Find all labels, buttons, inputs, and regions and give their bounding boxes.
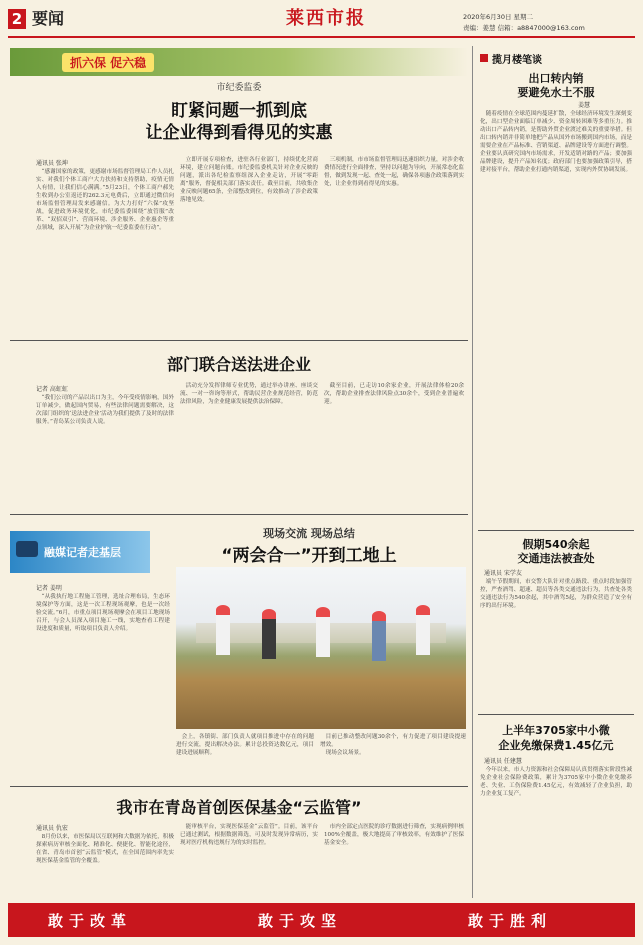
article-col-2: 立即开展专项检查，进驻各行业部门，持续优化营商环境，建立问题台账。市纪委监委机关针对企业反映的问题，派出各纪检监察组深入企业走访，开展“零距离”服务，督促相关部门落实责任。截至目前，共收集企业反映问题65条，全部整改到位，有效推动了涉企政策落地见效。 bbox=[180, 157, 318, 203]
article-kicker: 市纪委监委 bbox=[216, 83, 262, 93]
page-number-badge: 2 bbox=[8, 9, 26, 29]
article-col-1: “感谢国家的政策，更感谢市场监督管理局工作人员扎实、对我们个体工商户大力扶持和支持帮助，疫情无情人有情，让我们信心满满。”5月23日，个体工商户郝先生收到办公室返还的262.3元电费后，立即通过微信向市场监督管理局发来感谢信。为大力打好“六保”攻坚战，促进政务环境优化，市纪委监委围绕“放管服”改革、“双招双引”、营商环境、涉企服务、企业惠企等重点领域，深入开展“为企业护航一纪委监委在行动”。 bbox=[36, 169, 174, 231]
divider bbox=[10, 786, 468, 787]
masthead-rule bbox=[8, 36, 635, 38]
news-insurance-title-line2: 企业免缴保费1.45亿元 bbox=[498, 739, 614, 752]
square-icon bbox=[480, 54, 488, 62]
sidebar-column-header bbox=[478, 50, 634, 66]
project-byline: 记者 姜明 bbox=[36, 585, 62, 592]
news-traffic-title-line2: 交通违法被查处 bbox=[517, 552, 595, 565]
essay-title-line2: 要避免水土不服 bbox=[517, 86, 595, 99]
insurance-headline: 我市在青岛首创医保基金“云监管” bbox=[116, 798, 362, 817]
article-byline: 通讯员 张坤 bbox=[36, 160, 68, 167]
dept-col-2: 活动充分发挥律师专业优势，通过举办讲座、座谈交流、一对一咨询等形式，帮助民营企业规范经营，防范法律风险，为企业健康发展提供法治保障。 bbox=[180, 383, 318, 405]
banner-six-stabilities bbox=[10, 48, 468, 76]
article-col-3: 三项机制，市市场监督管理局迅速组织力量，对涉企收费情况进行全面排查，坚持以问题为导向，开展常态化监督，做到发现一起、查处一起，确保各项惠企政策落到实处，让企业得到看得见的实惠。 bbox=[324, 157, 464, 187]
divider bbox=[10, 340, 468, 341]
camera-icon bbox=[16, 541, 38, 557]
dept-headline: 部门联合送法进企业 bbox=[166, 355, 311, 374]
article-dept bbox=[10, 344, 468, 512]
article-project bbox=[10, 517, 468, 785]
banner-label: 抓六保 促六稳 bbox=[62, 53, 154, 72]
editor-line: 责编：姜慧 信箱：a8847000@163.com bbox=[463, 24, 585, 32]
essay-title-line1: 出口转内销 bbox=[528, 72, 584, 85]
dept-col-3: 截至目前，已走访10余家企业，开展法律体检20余次，帮助企业排查法律风险点30余个，受到企业普遍欢迎。 bbox=[324, 383, 464, 405]
divider bbox=[10, 514, 468, 515]
banner-media-reporters bbox=[10, 531, 150, 573]
footer-slogan-1: 敢于改革 bbox=[48, 912, 133, 930]
insurance-col-3: 市内全部定点医院的诊疗数据进行筛查，实现病例审核100%全覆盖，极大地提高了审核效率，有效维护了医保基金安全。 bbox=[324, 824, 464, 846]
masthead bbox=[8, 6, 635, 42]
sidebar-divider bbox=[472, 46, 473, 898]
footer-slogan-bar bbox=[8, 903, 635, 937]
paper-name: 莱西市报 bbox=[286, 8, 366, 29]
news-traffic-body: 端午节假期间，市交警大队针对重点路段、重点时段加强管控，严查酒驾、超速、超员等各类交通违法行为，共查处各类交通违法行为540余起，其中酒驾5起，为群众营造了安全有序的出行环境。 bbox=[480, 579, 632, 609]
dept-byline: 记者 高虹虹 bbox=[36, 386, 68, 393]
essay-body: 随着疫情在全球范围内蔓延扩散，全球经济环境发生深刻变化，出口型企业面临订单减少、资金周转困难等多重压力。推动出口产品转内销，是帮助外贸企业渡过难关的重要举措。但出口转内销并非简单地把产品从国外市场搬到国内市场，而是需要企业在产品标准、营销渠道、品牌建设等方面进行调整。企业要认真研究国内市场需求，开发适销对路的产品；要加强品牌建设，提升产品知名度；政府部门也要加强政策引导，搭建对接平台，帮助企业打通内销渠道，实现内外贸协调发展。 bbox=[480, 111, 632, 173]
section-title: 要闻 bbox=[32, 9, 65, 28]
sidebar bbox=[478, 46, 634, 898]
insurance-byline: 通讯员 仇宏 bbox=[36, 825, 68, 832]
footer-slogan-2: 敢于攻坚 bbox=[258, 912, 343, 930]
project-headline: “两会合一”开到工地上 bbox=[221, 546, 397, 566]
photo-caption: 现场会议场景。 bbox=[325, 750, 365, 756]
dept-col-1: “我们公司的产品以出口为主，今年受疫情影响，国外订单减少，做起国内贸易，有些法律问题需要解决，这次部门组织的‘送法进企业’活动为我们提供了及时的法律服务。”青岛某公司负责人说。 bbox=[36, 395, 174, 425]
project-col-1: “从我执行地工程施工管理，选址合理布局，生态环境保护等方面，这是一次工程现场观摩，也是一次经验交流。”6月，市重点项目现场观摩会在项目工地现场召开，与会人员深入项目施工一线，实地查看工程建设进度和质量，听取项目负责人介绍。 bbox=[36, 594, 170, 632]
article-headline-line2: 让企业得到看得见的实惠 bbox=[145, 123, 333, 143]
insurance-col-2: 能审核平台，实现医保基金“云监管”。目前，该平台已通过测试，根据数据筛选，可及时发现异常病历，实现对医疗机构违规行为的实时监控。 bbox=[180, 824, 318, 846]
project-col-2: 会上，各镇街、部门负责人就项目推进中存在的问题进行交流，提出解决办法。累计总投资达数亿元，项目建设进展顺利。 bbox=[176, 734, 314, 756]
news-insurance-byline: 通讯员 任建慧 bbox=[484, 758, 522, 765]
footer-slogan-3: 敢于胜利 bbox=[468, 912, 553, 930]
insurance-col-1: 8月份以来，市医保局以互联网和大数据为依托，积极探索病历审核全面化、精准化、便捷化、智能化途径，在省、青岛市首创“云监管”模式，在全国范围内率先实现医保基金监管的全覆盖。 bbox=[36, 834, 174, 864]
banner-media-label: 融媒记者走基层 bbox=[44, 546, 121, 559]
divider bbox=[478, 530, 634, 531]
project-site-photo bbox=[176, 567, 466, 729]
news-insurance-title-line1: 上半年3705家中小微 bbox=[502, 724, 610, 737]
article-main bbox=[10, 78, 468, 338]
news-insurance-body: 今年以来，市人力资源和社会保障局认真贯彻落实阶段性减免企业社会保险费政策，累计为3705家中小微企业免缴养老、失业、工伤保险费1.45亿元，有效减轻了企业负担，助力企业复工复产。 bbox=[480, 767, 632, 797]
date-line: 2020年6月30日 星期二 bbox=[463, 13, 534, 21]
divider bbox=[478, 714, 634, 715]
project-caption-col: 目前已推动整改问题30余个，有力促进了项目建设提速增效。 现场会议场景。 bbox=[320, 734, 466, 756]
project-kicker: 现场交流 现场总结 bbox=[263, 527, 355, 540]
essay-author: 姜慧 bbox=[578, 102, 591, 109]
article-headline-line1: 盯紧问题一抓到底 bbox=[171, 101, 307, 121]
news-traffic-byline: 通讯员 宋学友 bbox=[484, 570, 522, 577]
news-traffic-title-line1: 假期540余起 bbox=[522, 538, 590, 551]
article-insurance bbox=[10, 789, 468, 897]
sidebar-column-title: 揽月楼笔谈 bbox=[492, 55, 542, 66]
